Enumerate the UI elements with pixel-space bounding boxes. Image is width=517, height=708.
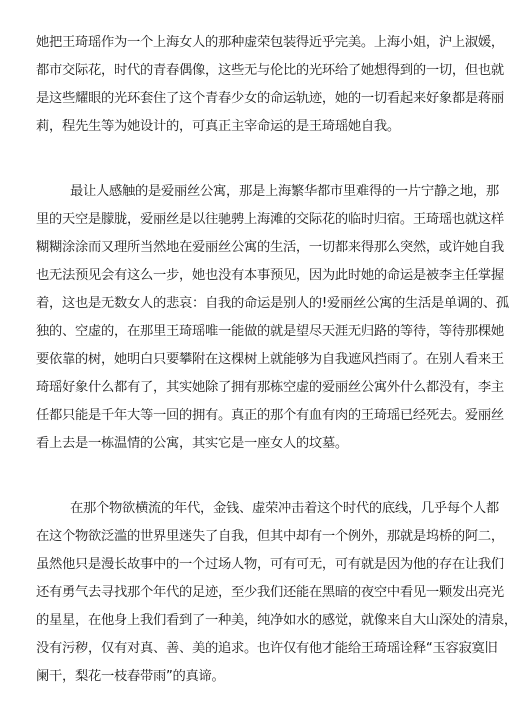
text-line: 独的、空虚的，在那里王琦瑶唯一能做的就是望尽天涯无归路的等待，等待那棵她 xyxy=(36,324,504,339)
text-line: 里的天空是朦胧，爱丽丝是以往驰骋上海滩的交际花的临时归宿。王琦瑶也就这样 xyxy=(36,212,504,227)
text-line: 最让人感触的是爱丽丝公寓，那是上海繁华都市里难得的一片宁静之地，那 xyxy=(70,184,499,199)
text-line: 任都只能是千年大等一回的拥有。真正的那个有血有肉的王琦瑶已经死去。爱丽丝 xyxy=(36,408,504,423)
text-line: 琦瑶好象什么都有了，其实她除了拥有那栋空虚的爱丽丝公寓外什么都没有，李主 xyxy=(36,380,504,395)
text-line: 没有污秽，仅有对真、善、美的追求。也许仅有他才能给王琦瑶诠释“玉容寂寞旧 xyxy=(36,641,498,656)
text-line: 在这个物欲泛滥的世界里迷失了自我，但其中却有一个例外，那就是坞桥的阿二， xyxy=(36,529,504,544)
text-line: 虽然他只是漫长故事中的一个过场人物，可有可无，可有就是因为他的存在让我们 xyxy=(36,557,504,572)
text-line: 要依靠的树，她明白只要攀附在这棵树上就能够为自我遮风挡雨了。在别人看来王 xyxy=(36,352,504,367)
text-line: 还有勇气去寻找那个年代的足迹，至少我们还能在黑暗的夜空中看见一颗发出亮光 xyxy=(36,585,504,600)
text-line: 也无法预见会有这么一步，她也没有本事预见，因为此时她的命运是被李主任掌握 xyxy=(36,268,504,283)
text-line: 都市交际花，时代的青春偶像，这些无与伦比的光环给了她想得到的一切，但也就 xyxy=(36,63,504,78)
text-line: 阑干，梨花一枝春带雨”的真谛。 xyxy=(36,669,225,684)
text-line: 是这些耀眼的光环套住了这个青春少女的命运轨迹，她的一切看起来好象都是蒋丽 xyxy=(36,91,504,106)
text-line: 看上去是一栋温情的公寓，其实它是一座女人的坟墓。 xyxy=(36,436,348,451)
text-line: 莉，程先生等为她设计的，可真正主宰命运的是王琦瑶她自我。 xyxy=(36,119,400,134)
text-line: 糊糊涂涂而又理所当然地在爱丽丝公寓的生活，一切都来得那么突然，或许她自我 xyxy=(36,240,504,255)
text-line: 的星星，在他身上我们看到了一种美，纯净如水的感觉，就像来自大山深处的清泉， xyxy=(36,613,517,628)
text-line: 在那个物欲横流的年代，金钱、虚荣冲击着这个时代的底线，几乎每个人都 xyxy=(70,501,499,516)
text-line: 着，这也是无数女人的悲哀：自我的命运是别人的!爱丽丝公寓的生活是单调的、孤 xyxy=(36,296,509,311)
text-line: 她把王琦瑶作为一个上海女人的那种虚荣包装得近乎完美。上海小姐，沪上淑媛， xyxy=(36,35,504,50)
